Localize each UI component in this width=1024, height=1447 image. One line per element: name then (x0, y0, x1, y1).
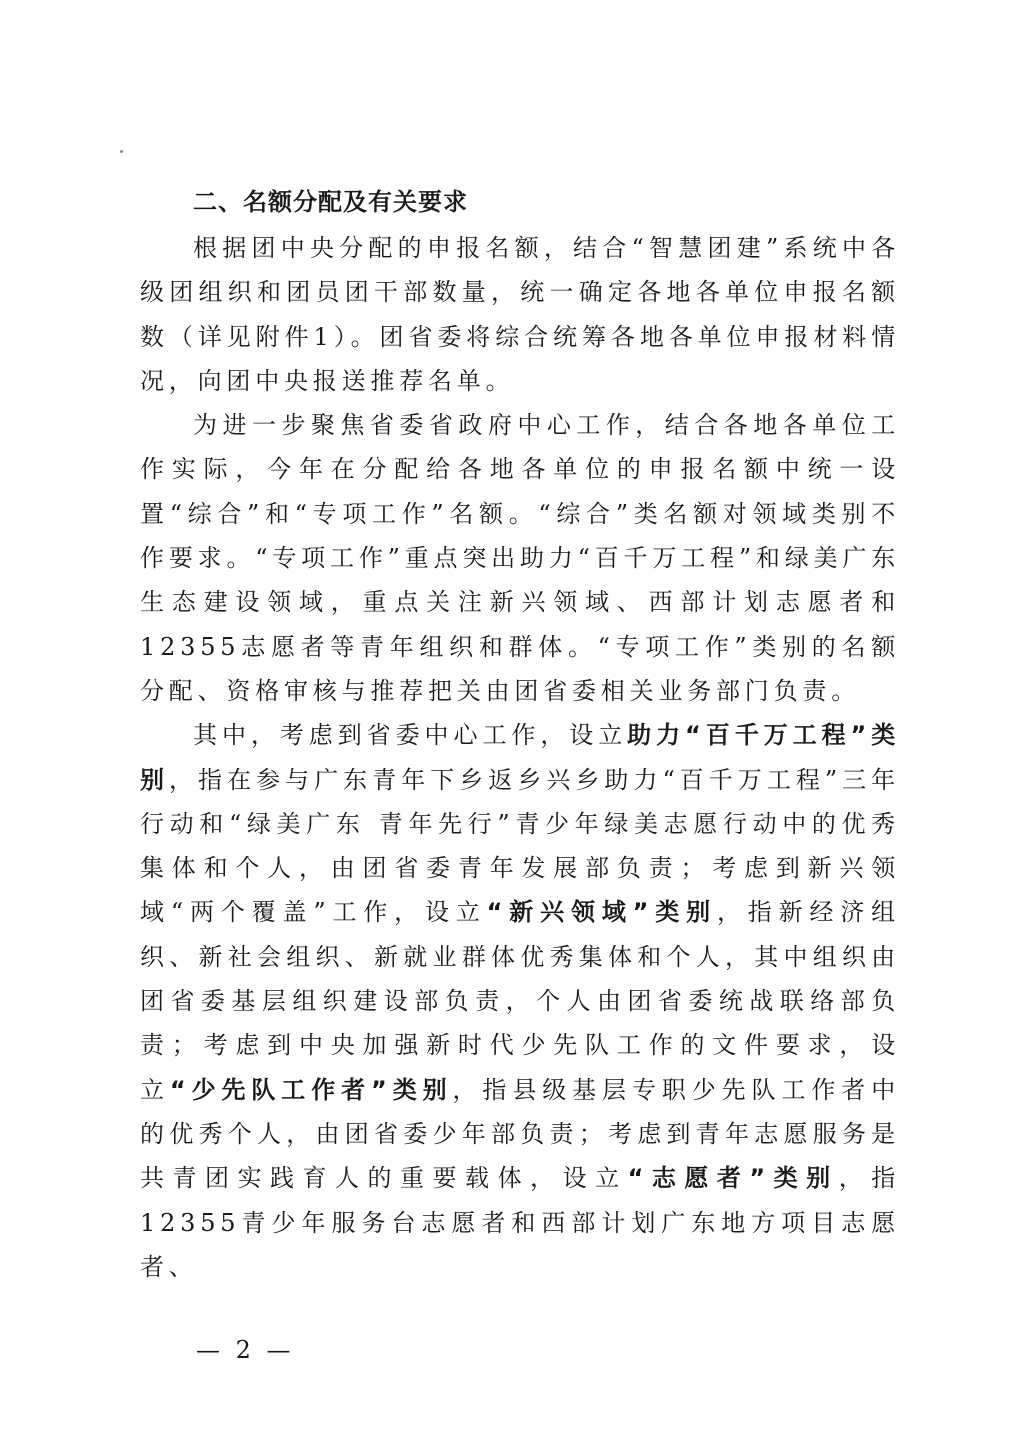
text-segment: ，指在参与广东青年下乡返乡兴乡助力“百千万工程”三年行动和“绿美广东 青年先行”青少年绿美志愿行动中的优秀集体和个人，由团省委青年发展部负责；考虑到新兴领域“两个覆盖”工作，设立 (140, 765, 900, 927)
scan-speck (120, 150, 123, 153)
paragraph-categories (140, 713, 900, 1289)
document-body (140, 180, 900, 1289)
text-segment: ，指12355青少年服务台志愿者和西部计划广东地方项目志愿者、 (140, 1164, 900, 1281)
text-segment: ，指县级基层专职少先队工作者中的优秀个人，由团省委少年部负责；考虑到青年志愿服务是共青团实践育人的重要载体，设立 (140, 1075, 900, 1193)
category-baiqianwan: 助力“百千万工程”类别 (140, 721, 901, 794)
category-volunteers: “志愿者”类别 (627, 1164, 839, 1193)
text-segment: ，指新经济组织、新社会组织、新就业群体优秀集体和个人，其中组织由团省委基层组织建设部负责，个人由团省委统战联络部负责；考虑到中央加强新时代少先队工作的文件要求，设立 (140, 898, 900, 1104)
section-heading: 二、名额分配及有关要求 (193, 188, 468, 216)
page-number: — 2 — (196, 1336, 295, 1364)
paragraph-quota-allocation: 根据团中央分配的申报名额，结合“智慧团建”系统中各级团组织和团员团干部数量，统一确定各地各单位申报名额数（详见附件1）。团省委将综合统筹各地各单位申报材料情况，向团中央报送推荐名单。 (140, 234, 900, 395)
paragraph-special-work: 为进一步聚焦省委省政府中心工作，结合各地各单位工作实际，今年在分配给各地各单位的申报名额中统一设置“综合”和“专项工作”名额。“综合”类名额对领域类别不作要求。“专项工作”重点突出助力“百千万工程”和绿美广东生态建设领域，重点关注新兴领域、西部计划志愿者和12355志愿者等青年组织和群体。“专项工作”类别的名额分配、资格审核与推荐把关由团省委相关业务部门负责。 (140, 411, 900, 705)
text-segment: 其中，考虑到省委中心工作，设立 (193, 721, 628, 750)
category-new-fields: “新兴领域”类别 (486, 898, 717, 927)
category-young-pioneers: “少先队工作者”类别 (169, 1075, 453, 1104)
